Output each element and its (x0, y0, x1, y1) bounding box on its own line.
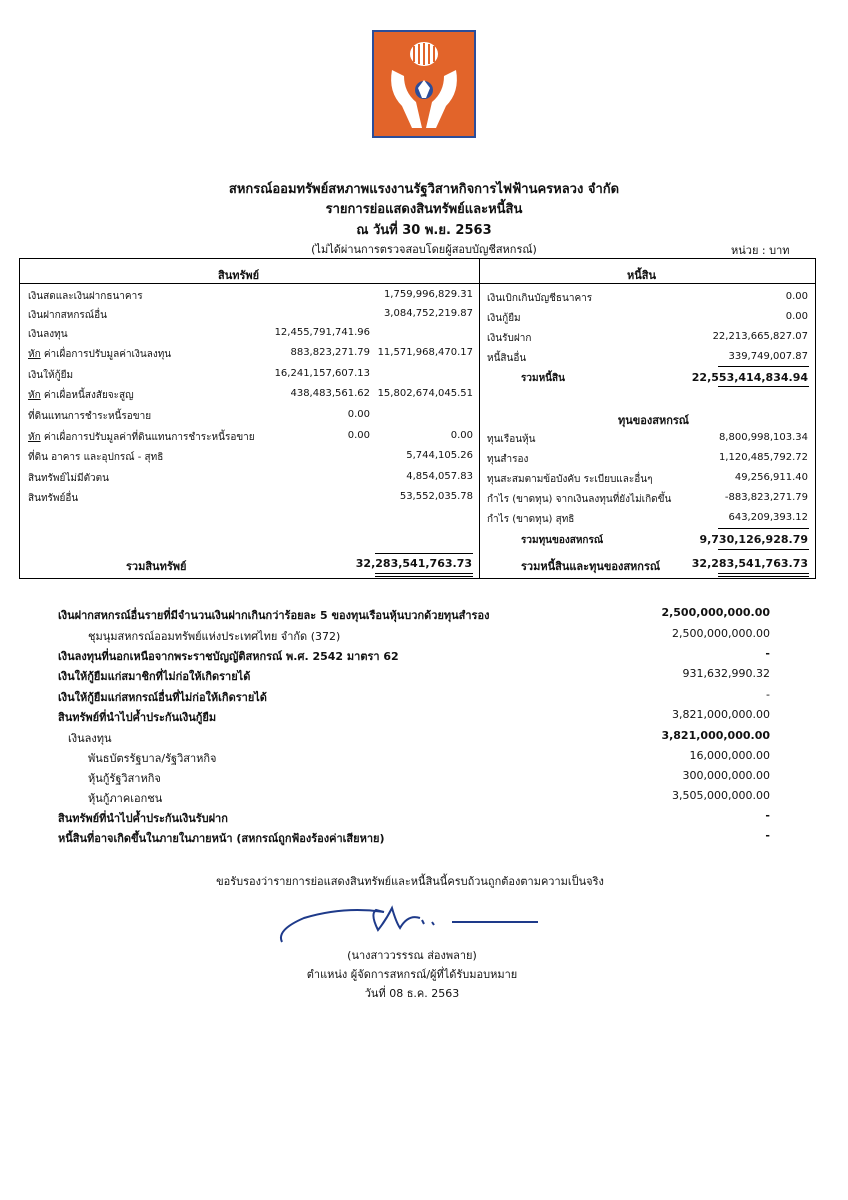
equity-total-underline (718, 549, 809, 550)
asset-net: 5,744,105.26 (406, 450, 473, 461)
asset-label: สินทรัพย์อื่น (28, 493, 79, 504)
grand-total-value: 32,283,541,763.73 (691, 557, 808, 570)
grand-total-label: รวมหนี้สินและทุนของสหกรณ์ (521, 560, 661, 573)
note-label: เงินลงทุน (68, 732, 112, 745)
asset-label: เงินสดและเงินฝากธนาคาร (28, 291, 143, 302)
liability-total-underline (718, 386, 809, 387)
note-label: พันธบัตรรัฐบาล/รัฐวิสาหกิจ (88, 752, 217, 765)
asset-net: 0.00 (450, 430, 473, 441)
asset-total-underline-1 (375, 573, 473, 574)
equity-value: 8,800,998,103.34 (718, 432, 808, 443)
unit-label: หน่วย : บาท (731, 244, 790, 257)
asset-total-topline (375, 553, 473, 554)
note-label: หุ้นกู้รัฐวิสาหกิจ (88, 772, 161, 785)
liability-label: เงินกู้ยืม (487, 313, 521, 324)
asset-label-text: ค่าเผื่อการปรับมูลค่าที่ดินแทนการชำระหนี้รอขาย (40, 432, 255, 443)
note-value: 3,821,000,000.00 (661, 729, 770, 742)
equity-value: 49,256,911.40 (734, 472, 808, 483)
asset-net: 11,571,968,470.17 (377, 347, 473, 358)
note-value: 3,821,000,000.00 (672, 708, 770, 721)
cooperative-logo (372, 30, 476, 138)
table-divider (479, 258, 480, 579)
asset-label: ที่ดิน อาคาร และอุปกรณ์ - สุทธิ (28, 452, 164, 463)
asset-net: 3,084,752,219.87 (383, 308, 473, 319)
note-value: 2,500,000,000.00 (672, 627, 770, 640)
asset-label (28, 347, 171, 362)
asset-label: ที่ดินแทนการชำระหนี้รอขาย (28, 411, 152, 422)
note-label: หนี้สินที่อาจเกิดขึ้นในภายในภายหน้า (สหกรณ์ถูกฟ้องร้องค่าเสียหาย) (58, 832, 385, 845)
liability-label: เงินเบิกเกินบัญชีธนาคาร (487, 293, 593, 304)
deduct-prefix: หัก (28, 432, 41, 443)
asset-label-text: ค่าเผื่อหนี้สงสัยจะสูญ (40, 390, 134, 401)
equity-value: -883,823,271.79 (724, 492, 808, 503)
note-value: 3,505,000,000.00 (672, 789, 770, 802)
asset-label (28, 430, 255, 445)
asset-net: 15,802,674,045.51 (377, 388, 473, 399)
note-label: สินทรัพย์ที่นำไปค้ำประกันเงินกู้ยืม (58, 711, 217, 724)
assets-total-label: รวมสินทรัพย์ (126, 560, 187, 573)
equity-label: ทุนเรือนหุ้น (487, 434, 536, 445)
deduct-prefix: หัก (28, 349, 41, 360)
signer-name: (นางสาววรรรณ ส่องพลาย) (347, 949, 477, 962)
audit-note: (ไม่ได้ผ่านการตรวจสอบโดยผู้สอบบัญชีสหกรณ์) (311, 243, 537, 256)
report-title: รายการย่อแสดงสินทรัพย์และหนี้สิน (325, 202, 523, 217)
asset-net: 53,552,035.78 (399, 491, 473, 502)
liabilities-total-value: 22,553,414,834.94 (691, 371, 808, 384)
liability-total-topline (718, 366, 809, 367)
equity-label: ทุนสะสมตามข้อบังคับ ระเบียบและอื่นๆ (487, 474, 653, 485)
note-value: - (766, 688, 770, 701)
asset-label: เงินลงทุน (28, 329, 68, 340)
asset-net: 1,759,996,829.31 (383, 289, 473, 300)
asset-amount: 0.00 (347, 409, 370, 420)
signature-image (274, 900, 544, 950)
asset-net: 4,854,057.83 (406, 471, 473, 482)
asset-amount: 0.00 (347, 430, 370, 441)
asset-amount: 16,241,157,607.13 (274, 368, 370, 379)
note-value: 2,500,000,000.00 (661, 606, 770, 619)
logo-emblem-icon (374, 32, 474, 136)
grand-total-underline-2 (718, 576, 809, 577)
equity-label: ทุนสำรอง (487, 454, 529, 465)
asset-label: เงินฝากสหกรณ์อื่น (28, 310, 107, 321)
liability-value: 339,749,007.87 (728, 351, 808, 362)
equity-label: กำไร (ขาดทุน) จากเงินลงทุนที่ยังไม่เกิดขึ้น (487, 494, 672, 505)
note-value: 16,000,000.00 (689, 749, 770, 762)
equity-total-label: รวมทุนของสหกรณ์ (521, 535, 604, 546)
liability-value: 0.00 (785, 291, 808, 302)
asset-amount: 12,455,791,741.96 (274, 327, 370, 338)
liabilities-total-label: รวมหนี้สิน (521, 373, 565, 384)
liability-value: 0.00 (785, 311, 808, 322)
note-label: เงินฝากสหกรณ์อื่นรายที่มีจำนวนเงินฝากเกินกว่าร้อยละ 5 ของทุนเรือนหุ้นบวกด้วยทุนสำรอง (58, 609, 490, 622)
equity-heading: ทุนของสหกรณ์ (618, 414, 690, 427)
note-label: หุ้นกู้ภาคเอกชน (88, 792, 163, 805)
note-value: - (765, 829, 770, 842)
note-label: สินทรัพย์ที่นำไปค้ำประกันเงินรับฝาก (58, 812, 228, 825)
note-value: 300,000,000.00 (682, 769, 770, 782)
note-value: - (765, 809, 770, 822)
table-header-line (19, 283, 816, 284)
equity-value: 643,209,393.12 (728, 512, 808, 523)
report-date: ณ วันที่ 30 พ.ย. 2563 (356, 223, 492, 238)
org-name: สหกรณ์ออมทรัพย์สหภาพแรงงานรัฐวิสาหกิจการไฟฟ้านครหลวง จำกัด (228, 182, 620, 197)
liabilities-heading: หนี้สิน (627, 269, 657, 282)
signed-date: วันที่ 08 ธ.ค. 2563 (364, 987, 460, 1000)
equity-label: กำไร (ขาดทุน) สุทธิ (487, 514, 575, 525)
note-value: - (765, 647, 770, 660)
note-label: เงินลงทุนที่นอกเหนือจากพระราชบัญญัติสหกรณ์ พ.ศ. 2542 มาตรา 62 (58, 650, 399, 663)
equity-total-topline (718, 528, 809, 529)
asset-label: เงินให้กู้ยืม (28, 370, 74, 381)
liability-label: เงินรับฝาก (487, 333, 532, 344)
assets-heading: สินทรัพย์ (218, 269, 260, 282)
assets-total-value: 32,283,541,763.73 (355, 557, 472, 570)
asset-amount: 883,823,271.79 (290, 347, 370, 358)
note-label: เงินให้กู้ยืมแก่สหกรณ์อื่นที่ไม่ก่อให้เกิดรายได้ (58, 691, 267, 704)
asset-label (28, 388, 134, 403)
signer-position: ตำแหน่ง ผู้จัดการสหกรณ์/ผู้ที่ได้รับมอบหมาย (306, 968, 518, 981)
deduct-prefix: หัก (28, 390, 41, 401)
liability-value: 22,213,665,827.07 (712, 331, 808, 342)
grand-total-underline-1 (718, 573, 809, 574)
note-label: เงินให้กู้ยืมแก่สมาชิกที่ไม่ก่อให้เกิดรายได้ (58, 670, 251, 683)
note-label: ชุมนุมสหกรณ์ออมทรัพย์แห่งประเทศไทย จำกัด (372) (88, 630, 341, 643)
equity-total-value: 9,730,126,928.79 (699, 533, 808, 546)
note-value: 931,632,990.32 (682, 667, 770, 680)
certification-text: ขอรับรองว่ารายการย่อแสดงสินทรัพย์และหนี้สินนี้ครบถ้วนถูกต้องตามความเป็นจริง (216, 875, 604, 888)
asset-amount: 438,483,561.62 (290, 388, 370, 399)
asset-total-underline-2 (375, 576, 473, 577)
liability-label: หนี้สินอื่น (487, 353, 527, 364)
asset-label-text: ค่าเผื่อการปรับมูลค่าเงินลงทุน (40, 349, 172, 360)
equity-value: 1,120,485,792.72 (718, 452, 808, 463)
asset-label: สินทรัพย์ไม่มีตัวตน (28, 473, 110, 484)
